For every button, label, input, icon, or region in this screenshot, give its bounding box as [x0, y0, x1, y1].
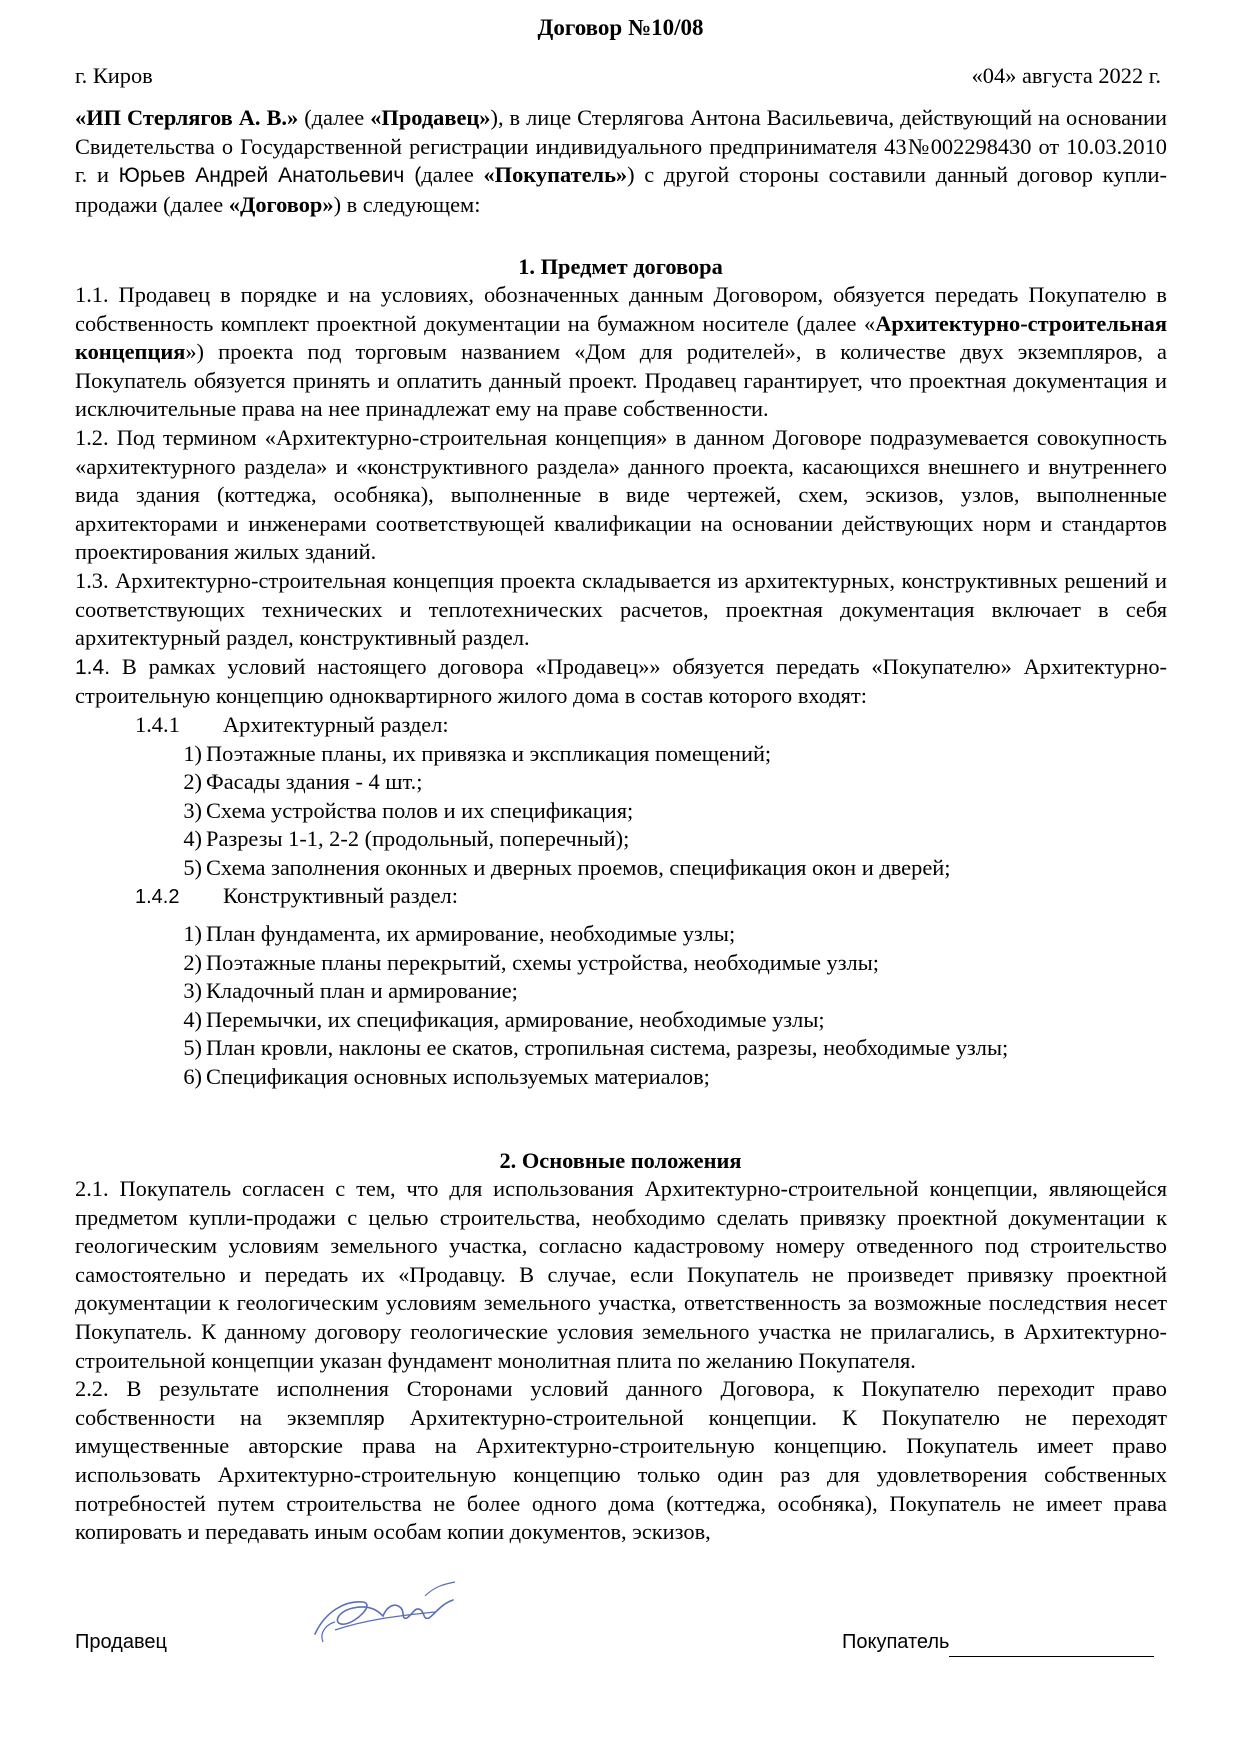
clause-1-1-text-a: 1.1. Продавец в порядке и на условиях, обозначенных данным Договором, обязуется передать Покупателю в собственность комплект проектной документации на бумажном носителе (далее « — [75, 282, 1167, 336]
list-item — [167, 977, 1167, 1006]
subsection-label: Конструктивный раздел: — [223, 883, 458, 909]
intro-text-2: ), в лице Стерлягова Антона Васильевича, действующий на основании Свидетельства о Государственной регистрации индивидуального предпринимателя 43№002298430 от 10.03.2010 г. и — [75, 105, 1167, 188]
contract-date: «04» августа 2022 г. — [971, 63, 1161, 88]
list-item-number: 5) — [183, 854, 202, 880]
list-item — [167, 797, 1167, 826]
seller-alias: «Продавец» — [370, 105, 491, 130]
list-item — [167, 949, 1167, 978]
subsection-1-4-1 — [135, 711, 1167, 740]
clause-1-3: 1.3. Архитектурно-строительная концепция проекта складывается из архитектурных, конструктивных решений и соответствующих технических и теплотехнических расчетов, проектная документация включает в себя архитектурный раздел, конструктивный раздел. — [75, 567, 1167, 651]
structural-list — [75, 920, 1167, 1092]
buyer-signature-label: Покупатель — [842, 1631, 950, 1653]
clause-1-2: 1.2. Под термином «Архитектурно-строительная концепция» в данном Договоре подразумевается совокупность «архитектурного раздела» и «конструктивного раздела» данного проекта, касающихся внешнего и внутреннего вида здания (коттеджа, особняка), выполненные в виде чертежей, схем, эскизов, узлов, выполненные архитекторами и инженерами соответствующей квалификации на основании действующих норм и стандартов проектирования жилых зданий. — [75, 424, 1167, 565]
buyer-alias: «Покупатель» — [483, 162, 628, 188]
list-item-number: 3) — [183, 797, 202, 823]
buyer-name: Юрьев Андрей Анатольевич ( — [118, 164, 422, 188]
list-item-number: 2) — [183, 949, 202, 975]
list-item — [167, 920, 1167, 949]
list-item-text: Фасады здания - 4 шт.; — [206, 769, 423, 795]
list-item-text: План кровли, наклоны ее скатов, стропильная система, разрезы, необходимые узлы; — [206, 1035, 1009, 1061]
list-item — [167, 1006, 1167, 1035]
seller-signature — [305, 1572, 465, 1652]
subsection-number: 1.4.1 — [135, 711, 180, 737]
list-item-text: План фундамента, их армирование, необходимые узлы; — [206, 921, 736, 947]
document-title: Договор №10/08 — [537, 15, 704, 40]
intro-text-4: ) с другой стороны составили данный договор купли-продажи (далее — [75, 162, 1167, 217]
list-item-number: 5) — [183, 1035, 202, 1061]
list-item-number: 1) — [183, 921, 202, 947]
clause-2-1: 2.1. Покупатель согласен с тем, что для использования Архитектурно-строительной концепции, являющейся предметом купли-продажи с целью строительства, необходимо сделать привязку проектной документации к геологическим условиям земельного участка, согласно кадастровому номеру отведенного под строительство самостоятельно и передать их «Продавцу. В случае, если Покупатель не произведет привязку проектной документации к геологическим условиям земельного участка, ответственность за возможные последствия несет Покупатель. К данному договору геологические условия земельного участка не прилагались, в Архитектурно-строительной концепции указан фундамент монолитная плита по желанию Покупателя. — [75, 1176, 1167, 1373]
subsection-label: Архитектурный раздел: — [223, 711, 449, 737]
buyer-signature-line — [949, 1636, 1154, 1657]
intro-text-3: далее — [421, 162, 484, 188]
clause-1-1-bold: Архитектурно-строительная концепция — [75, 310, 1167, 365]
intro-paragraph — [75, 104, 1167, 219]
list-item — [167, 768, 1167, 797]
list-item-number: 4) — [183, 1006, 202, 1032]
list-item-text: Схема заполнения оконных и дверных проемов, спецификация окон и дверей; — [206, 854, 951, 880]
section-1-body — [75, 281, 1167, 1092]
list-item — [167, 825, 1167, 854]
list-item-text: Спецификация основных используемых материалов; — [206, 1064, 710, 1090]
section-2-heading: 2. Основные положения — [499, 1148, 742, 1173]
clause-1-1 — [75, 281, 1167, 424]
list-item-text: Схема устройства полов и их спецификация; — [206, 797, 634, 823]
section-2-body — [75, 1175, 1167, 1547]
city: г. Киров — [75, 63, 153, 88]
list-item-text: Поэтажные планы перекрытий, схемы устройства, необходимые узлы; — [206, 949, 879, 975]
clause-2-2: 2.2. В результате исполнения Сторонами условий данного Договора, к Покупателю переходит право собственности на экземпляр Архитектурно-строительной концепции. К Покупателю не переходят имущественные авторские права на Архитектурно-строительную концепцию. Покупатель имеет право использовать Архитектурно-строительную концепцию только один раз для удовлетворения собственных потребностей путем строительства не более одного дома (коттеджа, особняка), Покупатель не имеет права копировать и передавать иным особам копии документов, эскизов, — [75, 1376, 1167, 1545]
seller-signature-label: Продавец — [75, 1631, 167, 1653]
clause-1-4-number: 1.4. — [75, 655, 111, 679]
clause-1-1-text-b: ») проекта под торговым названием «Дом для родителей», в количестве двух экземпляров, а Покупатель обязуется принять и оплатить данный проект. Продавец гарантирует, что проектная документация и исключительные права на нее принадлежат ему на праве собственности. — [75, 339, 1167, 422]
list-item — [167, 1034, 1167, 1063]
section-1-heading: 1. Предмет договора — [518, 254, 723, 279]
list-item — [167, 740, 1167, 769]
intro-text-1: (далее — [298, 105, 371, 130]
list-item-number: 1) — [183, 740, 202, 766]
contract-alias: «Договор» — [228, 191, 334, 217]
intro-text-5: ) в следующем: — [333, 191, 481, 217]
list-item — [167, 1063, 1167, 1092]
list-item — [167, 854, 1167, 883]
subsection-number: 1.4.2 — [135, 886, 180, 909]
clause-1-4-text: В рамках условий настоящего договора «Продавец»» обязуется передать «Покупателю» Архитектурно-строительную концепцию одноквартирного жилого дома в состав которого входят: — [75, 653, 1167, 709]
list-item-number: 6) — [183, 1064, 202, 1090]
clause-1-4 — [75, 653, 1167, 711]
subsection-1-4-2 — [135, 882, 1167, 912]
list-item-text: Кладочный план и армирование; — [206, 978, 518, 1004]
list-item-text: Разрезы 1-1, 2-2 (продольный, поперечный); — [206, 826, 630, 852]
list-item-text: Перемычки, их спецификация, армирование, необходимые узлы; — [206, 1006, 825, 1032]
list-item-number: 4) — [183, 826, 202, 852]
list-item-text: Поэтажные планы, их привязка и экспликация помещений; — [206, 740, 772, 766]
architectural-list — [75, 740, 1167, 883]
seller-name: «ИП Стерлягов А. В.» — [75, 105, 299, 130]
buyer-signature-field — [842, 1628, 1154, 1657]
list-item-number: 2) — [183, 769, 202, 795]
list-item-number: 3) — [183, 978, 202, 1004]
